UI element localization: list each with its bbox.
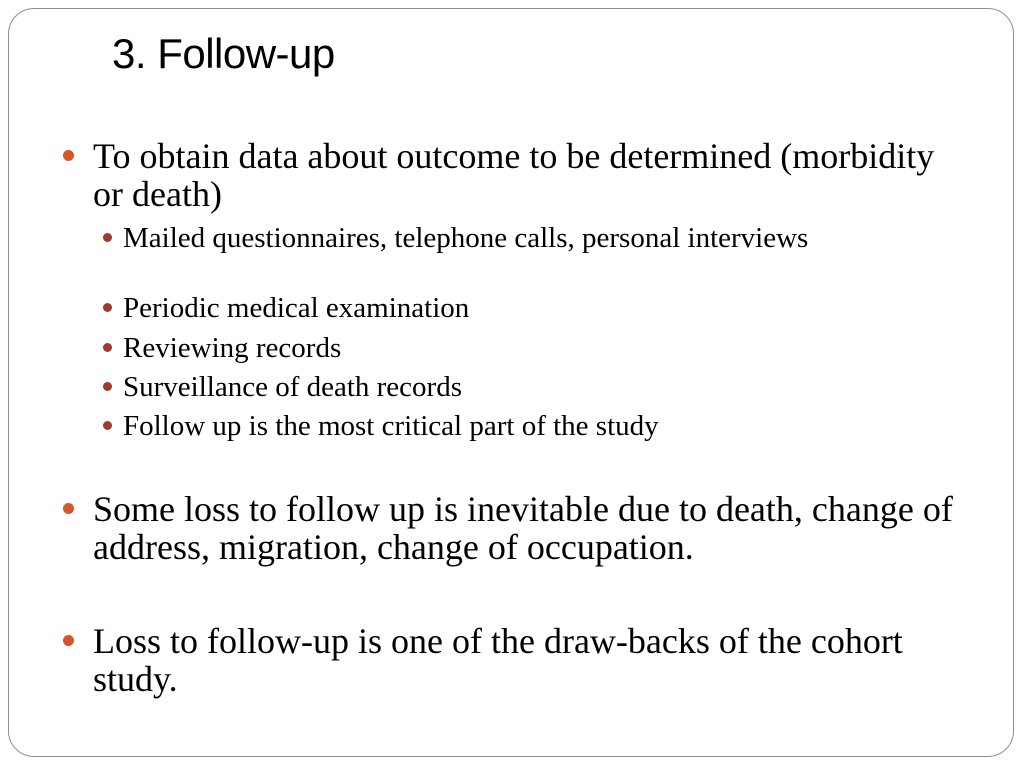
sub-bullet-item [123,332,843,364]
bullet-item [93,137,973,213]
sub-bullet-item [123,371,843,403]
sub-bullet-text: Surveillance of death records [123,371,462,403]
slide-title: 3. Follow-up [112,30,335,77]
sub-bullet-dot-icon [103,421,112,430]
sub-bullet-text: Mailed questionnaires, telephone calls, personal interviews [123,222,809,254]
bullet-dot-icon [63,635,74,646]
bullet-dot-icon [63,150,74,161]
sub-bullet-text: Follow up is the most critical part of the study [123,410,659,442]
sub-bullet-dot-icon [103,382,112,391]
sub-bullet-text: Periodic medical examination [123,292,470,324]
sub-bullet-item [123,292,843,324]
bullet-text: Some loss to follow up is inevitable due to death, change of address, migration, change of occupation. [93,489,953,567]
bullet-text: Loss to follow-up is one of the draw-backs of the cohort study. [93,621,903,699]
sub-bullet-text: Reviewing records [123,332,342,364]
bullet-item [93,622,973,698]
sub-bullet-item [123,410,843,442]
sub-bullet-item [123,222,843,254]
sub-bullet-dot-icon [103,233,112,242]
bullet-item [93,490,973,566]
bullet-dot-icon [63,503,74,514]
bullet-text: To obtain data about outcome to be determined (morbidity or death) [93,136,935,214]
sub-bullet-dot-icon [103,343,112,352]
sub-bullet-dot-icon [103,303,112,312]
